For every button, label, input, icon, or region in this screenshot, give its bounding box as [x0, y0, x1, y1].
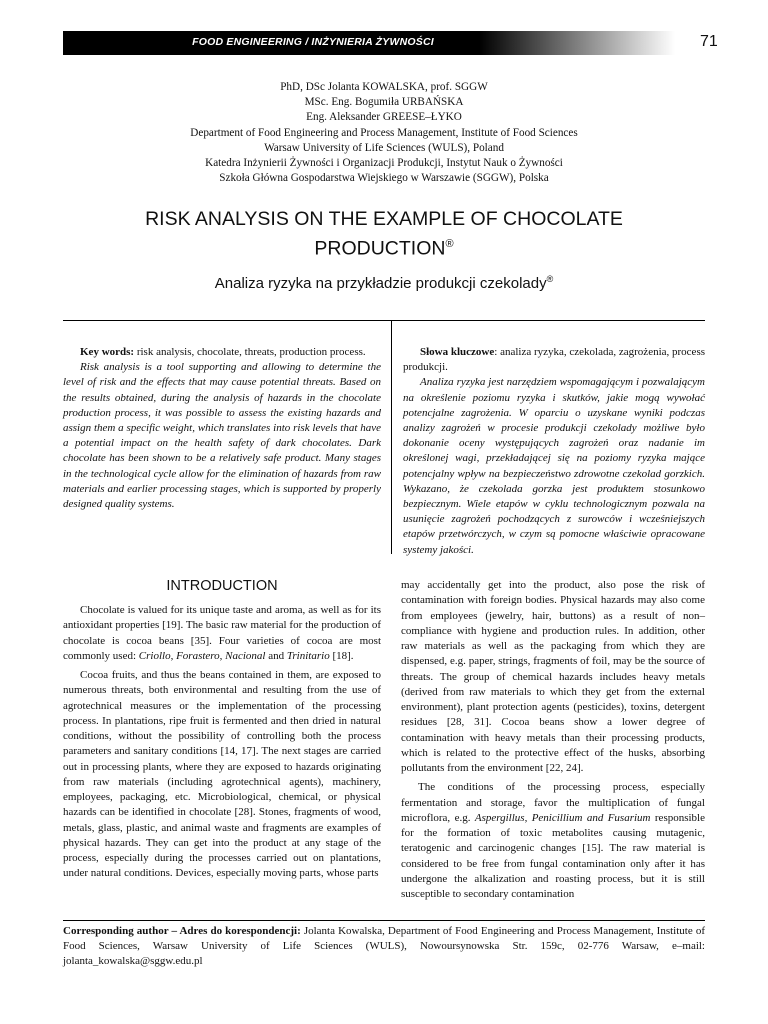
corresponding-text: Jolanta Kowalska, Department of Food Engineering and Process Management, Institute of Food Sciences, Warsaw University of Life Sciences (WULS), Nowoursynowska Str. 159c, 02-776 Warsaw, e–mail: jolanta_kowalska@sggw.edu.pl	[63, 925, 705, 968]
keywords-label: Słowa kluczowe	[420, 346, 495, 358]
corresponding-author-note	[63, 924, 705, 970]
keywords-label: Key words:	[80, 346, 135, 358]
author-block	[63, 80, 705, 186]
affiliation-line: Department of Food Engineering and Process Management, Institute of Food Sciences	[190, 126, 578, 139]
registered-mark: ®	[445, 238, 454, 250]
title-line-2: PRODUCTION	[314, 237, 446, 260]
affiliation-line: Warsaw University of Life Sciences (WULS), Poland	[264, 141, 504, 154]
body-column-right	[401, 578, 705, 906]
paragraph: Cocoa fruits, and thus the beans contained in them, are exposed to numerous threats, both environmental and resulting from the use of agrotechnical measures or the implementation of the processing process. In plantations, ripe fruit is fermented and then dried in natural conditions, without the possibility of controlling both the process parameters and sanitary conditions [14, 17]. The next stages are carried out in processing plants, where they are exposed to hazards originating from raw materials (including agrotechnical agents), machinery, employees, packaging, etc. Microbiological, chemical, or physical hazards can be identified in chocolate [28]. Stones, fragments of wood, metals, glass, plastic, and animal waste and fragments are examples of physical hazards. They can get into the product at any stage of the process, especially during the processes carried out on plantations, under natural conditions. Devices, especially moving parts, whose parts	[63, 669, 381, 880]
paragraph: Chocolate is valued for its unique taste and aroma, as well as for its antioxidant properties [19]. The basic raw material for the production of chocolate is cocoa beans [35]. Four varieties of cocoa are most commonly used: Criollo, Forastero, Nacional and Trinitario [18].	[63, 604, 381, 662]
page-number: 71	[700, 33, 718, 50]
abstract-text: Risk analysis is a tool supporting and allowing to determine the level of risk and the effects that may cause potential threats. Based on the results obtained, during the analysis of hazards in the chocolate production process, it was possible to assess the existing hazards and assign them a specific weight, which translates into risk levels that have a potential impact on the health safety of dark chocolates. Dark chocolate has been shown to be a relatively safe product. Many stages in the technological cycle allow for the elimination of hazards from raw materials and earlier processing stages, which is supported by properly designed quality systems.	[63, 361, 381, 511]
article-title	[63, 207, 705, 262]
affiliation-line: Szkoła Główna Gospodarstwa Wiejskiego w Warszawie (SGGW), Polska	[219, 172, 549, 185]
subtitle-text: Analiza ryzyka na przykładzie produkcji czekolady	[214, 275, 547, 292]
paragraph: The conditions of the processing process, especially fermentation and storage, favor the multiplication of fungal microflora, e.g. Aspergillus, Penicillium and Fusarium responsible for the formation of toxic metabolites causing mutagenic, teratogenic and carcinogenic changes [15]. The raw material is considered to be free from fungal contamination only after it has undergone the alkalization and roasting process, but it is still susceptible to secondary contamination	[401, 781, 705, 900]
journal-header-bar	[63, 31, 675, 55]
registered-mark: ®	[546, 274, 554, 284]
affiliation-line: Katedra Inżynierii Żywności i Organizacji Produkcji, Instytut Nauk o Żywności	[205, 157, 563, 170]
section-heading-introduction: INTRODUCTION	[166, 578, 278, 594]
journal-title: FOOD ENGINEERING / INŻYNIERIA ŻYWNOŚCI	[192, 36, 434, 48]
abstract-text: Analiza ryzyka jest narzędziem wspomagającym i pozwalającym na określenie poziomu ryzyka i skutków, jakie mogą wywołać potencjalne zagrożenia. W oparciu o uzyskane wyniki podczas analizy zagrożeń w procesie produkcji czekolady możliwe było dokonanie oceny występujących zagrożeń oraz nadanie im określonej wagi, przekładającej się na poziomy ryzyka mające potencjalny wpływ na bezpieczeństwo zdrowotne czekolad gorzkich. Wykazano, że czekolada gorzka jest produktem stosunkowo bezpiecznym. Wiele etapów w cyklu technologicznym pozwala na usunięcie zagrożeń pochodzących z surowców i wcześniejszych etapów przetwórczych, w czym są pomocne właściwie opracowane systemy jakości.	[403, 376, 705, 556]
author-line: MSc. Eng. Bogumiła URBAŃSKA	[304, 96, 464, 109]
title-line-1: RISK ANALYSIS ON THE EXAMPLE OF CHOCOLATE	[145, 208, 623, 230]
abstract-column-divider	[391, 320, 392, 554]
body-column-left	[63, 603, 381, 886]
author-line: Eng. Aleksander GREESE–ŁYKO	[306, 111, 462, 124]
author-line: PhD, DSc Jolanta KOWALSKA, prof. SGGW	[280, 81, 488, 93]
footnote-divider	[63, 920, 705, 921]
keywords-text: risk analysis, chocolate, threats, production process.	[134, 346, 366, 358]
divider	[63, 320, 705, 321]
paragraph: may accidentally get into the product, also pose the risk of contamination with foreign bodies. Physical hazards may also come from employees (jewelry, hair, buttons) as a result of non–compliance with hygiene and production rules. In addition, other raw materials as well as the packaging from which they are dispensed, e.g. paper, strings, fragments of foil, may be the source of threats. The group of chemical hazards includes heavy metals (derived from raw materials to which they get from the external environment), plant protection agents (pesticides), toxins, detergent residues [28, 31]. Cocoa beans show a lower degree of contamination with heavy metals than their processing products, which is related to the protective effect of the husks, absorbing pollutants from the environment [22, 24].	[401, 579, 705, 774]
article-subtitle	[63, 274, 705, 292]
keywords-text: : analiza ryzyka, czekolada, zagrożenia, process produkcji.	[403, 346, 706, 374]
corresponding-label: Corresponding author – Adres do korespondencji:	[63, 925, 301, 937]
abstract-polish	[403, 345, 705, 558]
abstract-english	[63, 345, 381, 512]
